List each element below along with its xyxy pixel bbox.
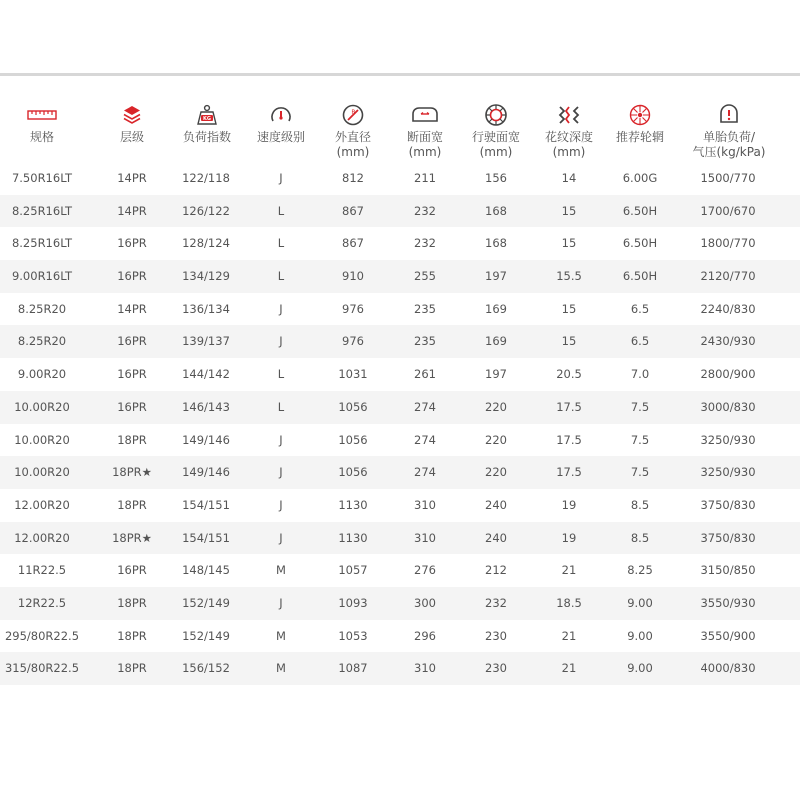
table-cell-spec: 9.00R16LT bbox=[11, 269, 73, 284]
table-cell-ply: 18PR bbox=[117, 628, 147, 643]
table-cell-spec: 7.50R16LT bbox=[11, 171, 73, 185]
table-cell-rim: 8.25 bbox=[627, 563, 653, 578]
table-row bbox=[0, 620, 800, 653]
table-row bbox=[0, 587, 800, 620]
table-cell-rim: 7.5 bbox=[630, 399, 650, 414]
table-cell-load-pressure: 2430/930 bbox=[700, 334, 756, 349]
table-cell-outer-diameter: 1053 bbox=[338, 628, 368, 643]
table-cell-rim: 9.00 bbox=[627, 661, 653, 676]
table-cell-load-pressure: 3750/830 bbox=[700, 497, 756, 512]
table-cell-tread-depth: 17.5 bbox=[556, 399, 582, 414]
table-cell-section-width: 274 bbox=[414, 399, 436, 414]
table-cell-section-width: 296 bbox=[414, 628, 436, 643]
table-cell-running-width: 169 bbox=[485, 301, 507, 316]
header-label: 单胎负荷/ bbox=[702, 130, 756, 144]
section-width-icon bbox=[410, 103, 440, 127]
table-cell-tread-depth: 14 bbox=[561, 171, 577, 185]
table-cell-load-pressure: 2240/830 bbox=[700, 301, 756, 316]
table-cell-tread-depth: 19 bbox=[561, 530, 577, 545]
table-cell-outer-diameter: 1056 bbox=[338, 399, 368, 414]
table-cell-tread-depth: 15.5 bbox=[556, 269, 582, 284]
header-clipped-next-column bbox=[790, 96, 800, 162]
table-cell-ply: 18PR★ bbox=[112, 530, 152, 545]
table-cell-load-index: 144/142 bbox=[182, 367, 230, 382]
table-cell-ply: 18PR bbox=[117, 432, 147, 447]
header-outer-diameter bbox=[330, 96, 376, 162]
table-cell-section-width: 232 bbox=[414, 203, 436, 218]
header-unit: (mm) bbox=[336, 145, 370, 159]
header-speed bbox=[252, 96, 310, 162]
top-divider bbox=[0, 73, 800, 76]
table-body bbox=[0, 162, 800, 685]
table-cell-spec: 10.00R20 bbox=[14, 432, 70, 447]
header-unit: (mm) bbox=[408, 145, 442, 159]
table-cell-section-width: 232 bbox=[414, 236, 436, 251]
table-row bbox=[0, 424, 800, 457]
table-cell-running-width: 240 bbox=[485, 497, 507, 512]
table-cell-tread-depth: 15 bbox=[561, 334, 577, 349]
table-cell-load-index: 134/129 bbox=[182, 269, 230, 284]
header-running-width bbox=[470, 96, 522, 162]
table-cell-running-width: 197 bbox=[485, 367, 507, 382]
table-row bbox=[0, 522, 800, 555]
table-cell-speed: M bbox=[276, 628, 286, 643]
table-cell-running-width: 232 bbox=[485, 595, 507, 610]
table-cell-rim: 6.5 bbox=[630, 334, 650, 349]
table-cell-tread-depth: 15 bbox=[561, 203, 577, 218]
table-cell-ply: 14PR bbox=[117, 301, 147, 316]
table-cell-spec: 8.25R20 bbox=[17, 334, 67, 349]
table-cell-spec: 11R22.5 bbox=[17, 563, 67, 578]
speedometer-icon bbox=[266, 103, 296, 127]
layers-icon bbox=[117, 103, 147, 127]
table-row bbox=[0, 358, 800, 391]
table-cell-spec: 12.00R20 bbox=[14, 497, 70, 512]
header-section-width bbox=[402, 96, 448, 162]
table-cell-section-width: 276 bbox=[414, 563, 436, 578]
table-cell-outer-diameter: 867 bbox=[342, 203, 364, 218]
table-cell-load-index: 136/134 bbox=[182, 301, 230, 316]
header-label: 花纹深度 bbox=[544, 130, 593, 144]
table-cell-speed: M bbox=[276, 661, 286, 676]
table-cell-speed: L bbox=[277, 367, 285, 382]
table-cell-ply: 16PR bbox=[117, 367, 147, 382]
table-cell-spec: 12.00R20 bbox=[14, 530, 70, 545]
table-cell-ply: 16PR bbox=[117, 563, 147, 578]
table-cell-tread-depth: 21 bbox=[561, 661, 577, 676]
table-cell-load-pressure: 3750/830 bbox=[700, 530, 756, 545]
table-cell-section-width: 261 bbox=[414, 367, 436, 382]
table-cell-outer-diameter: 1056 bbox=[338, 432, 368, 447]
ruler-icon bbox=[27, 103, 57, 127]
svg-text:R: R bbox=[351, 109, 356, 116]
table-cell-load-index: 154/151 bbox=[182, 497, 230, 512]
table-cell-tread-depth: 21 bbox=[561, 563, 577, 578]
header-label: 断面宽 bbox=[406, 130, 443, 144]
table-cell-tread-depth: 18.5 bbox=[556, 595, 582, 610]
table-cell-speed: L bbox=[277, 203, 285, 218]
table-row bbox=[0, 489, 800, 522]
clipped-icon bbox=[790, 103, 800, 127]
table-cell-spec: 315/80R22.5 bbox=[4, 661, 80, 676]
header-label: 规格 bbox=[29, 130, 54, 144]
table-cell-speed: J bbox=[279, 595, 283, 610]
table-cell-speed: J bbox=[279, 530, 283, 545]
table-cell-running-width: 197 bbox=[485, 269, 507, 284]
table-cell-running-width: 168 bbox=[485, 203, 507, 218]
table-cell-running-width: 156 bbox=[485, 171, 507, 185]
table-cell-load-index: 152/149 bbox=[182, 628, 230, 643]
table-cell-tread-depth: 20.5 bbox=[556, 367, 582, 382]
table-cell-speed: J bbox=[279, 432, 283, 447]
table-cell-rim: 7.5 bbox=[630, 432, 650, 447]
table-cell-running-width: 220 bbox=[485, 432, 507, 447]
table-cell-section-width: 235 bbox=[414, 334, 436, 349]
table-cell-load-index: 156/152 bbox=[182, 661, 230, 676]
table-row bbox=[0, 456, 800, 489]
table-cell-running-width: 230 bbox=[485, 628, 507, 643]
table-header bbox=[0, 96, 800, 162]
table-cell-speed: J bbox=[279, 334, 283, 349]
pattern-depth-icon bbox=[554, 103, 584, 127]
table-cell-load-index: 152/149 bbox=[182, 595, 230, 610]
table-cell-running-width: 168 bbox=[485, 236, 507, 251]
table-cell-running-width: 220 bbox=[485, 465, 507, 480]
header-load-index bbox=[178, 96, 236, 162]
table-cell-outer-diameter: 867 bbox=[342, 236, 364, 251]
table-cell-spec: 9.00R20 bbox=[17, 367, 67, 382]
header-label: 推荐轮辋 bbox=[615, 130, 664, 144]
table-cell-rim: 6.5 bbox=[630, 301, 650, 316]
table-cell-load-pressure: 3150/850 bbox=[700, 563, 756, 578]
table-cell-outer-diameter: 1031 bbox=[338, 367, 368, 382]
table-cell-speed: J bbox=[279, 171, 283, 185]
table-cell-spec: 12R22.5 bbox=[17, 595, 67, 610]
header-unit: (mm) bbox=[479, 145, 513, 159]
table-cell-load-pressure: 3000/830 bbox=[700, 399, 756, 414]
table-cell-load-pressure: 3250/930 bbox=[700, 432, 756, 447]
table-row bbox=[0, 293, 800, 326]
table-cell-load-pressure: 1800/770 bbox=[700, 236, 756, 251]
table-cell-load-index: 128/124 bbox=[182, 236, 230, 251]
table-cell-ply: 14PR bbox=[117, 171, 147, 185]
header-label: 外直径 bbox=[334, 130, 371, 144]
table-cell-spec: 8.25R16LT bbox=[11, 203, 73, 218]
table-cell-load-pressure: 1700/670 bbox=[700, 203, 756, 218]
diameter-icon bbox=[338, 103, 368, 127]
table-cell-section-width: 255 bbox=[414, 269, 436, 284]
table-cell-spec: 10.00R20 bbox=[14, 465, 70, 480]
table-cell-rim: 9.00 bbox=[627, 628, 653, 643]
table-row bbox=[0, 652, 800, 685]
table-cell-speed: J bbox=[279, 301, 283, 316]
table-cell-rim: 6.50H bbox=[622, 236, 658, 251]
table-cell-rim: 6.50H bbox=[622, 203, 658, 218]
table-cell-rim: 7.0 bbox=[630, 367, 650, 382]
table-cell-ply: 16PR bbox=[117, 236, 147, 251]
table-cell-tread-depth: 15 bbox=[561, 236, 577, 251]
table-cell-outer-diameter: 1130 bbox=[338, 497, 368, 512]
header-unit: (mm) bbox=[552, 145, 586, 159]
table-cell-speed: J bbox=[279, 465, 283, 480]
table-cell-rim: 8.5 bbox=[630, 530, 650, 545]
header-label: 速度级别 bbox=[256, 130, 305, 144]
table-cell-rim: 6.50H bbox=[622, 269, 658, 284]
table-row bbox=[0, 260, 800, 293]
table-cell-section-width: 310 bbox=[414, 661, 436, 676]
weight-kg-icon bbox=[192, 103, 222, 127]
table-cell-tread-depth: 17.5 bbox=[556, 465, 582, 480]
table-cell-rim: 9.00 bbox=[627, 595, 653, 610]
table-cell-ply: 14PR bbox=[117, 203, 147, 218]
table-cell-running-width: 240 bbox=[485, 530, 507, 545]
header-ply bbox=[108, 96, 156, 162]
table-cell-outer-diameter: 976 bbox=[342, 334, 364, 349]
table-cell-rim: 6.00G bbox=[622, 171, 658, 185]
table-row bbox=[0, 554, 800, 587]
table-cell-load-index: 149/146 bbox=[182, 432, 230, 447]
table-cell-speed: M bbox=[276, 563, 286, 578]
table-cell-ply: 18PR bbox=[117, 497, 147, 512]
table-cell-load-index: 148/145 bbox=[182, 563, 230, 578]
tire-spec-table bbox=[0, 96, 800, 685]
table-cell-section-width: 274 bbox=[414, 432, 436, 447]
header-rim bbox=[612, 96, 668, 162]
table-cell-spec: 295/80R22.5 bbox=[4, 628, 80, 643]
table-cell-section-width: 211 bbox=[414, 171, 436, 185]
table-cell-speed: L bbox=[277, 399, 285, 414]
table-cell-outer-diameter: 1087 bbox=[338, 661, 368, 676]
table-cell-rim: 7.5 bbox=[630, 465, 650, 480]
table-cell-ply: 16PR bbox=[117, 399, 147, 414]
table-cell-load-pressure: 2120/770 bbox=[700, 269, 756, 284]
header-tread-depth bbox=[541, 96, 597, 162]
table-cell-spec: 8.25R16LT bbox=[11, 236, 73, 251]
header-spec bbox=[12, 96, 72, 162]
table-cell-load-index: 126/122 bbox=[182, 203, 230, 218]
table-cell-tread-depth: 15 bbox=[561, 301, 577, 316]
header-label: 行驶面宽 bbox=[471, 130, 520, 144]
table-cell-load-pressure: 2800/900 bbox=[700, 367, 756, 382]
table-cell-tread-depth: 19 bbox=[561, 497, 577, 512]
table-cell-load-pressure: 4000/830 bbox=[700, 661, 756, 676]
table-cell-load-pressure: 3250/930 bbox=[700, 465, 756, 480]
table-cell-outer-diameter: 812 bbox=[342, 171, 364, 185]
table-row bbox=[0, 227, 800, 260]
table-cell-running-width: 220 bbox=[485, 399, 507, 414]
table-cell-spec: 10.00R20 bbox=[14, 399, 70, 414]
table-cell-section-width: 300 bbox=[414, 595, 436, 610]
table-cell-speed: L bbox=[277, 269, 285, 284]
table-cell-outer-diameter: 1093 bbox=[338, 595, 368, 610]
table-cell-ply: 18PR★ bbox=[112, 465, 152, 480]
tread-icon bbox=[481, 103, 511, 127]
table-cell-spec: 8.25R20 bbox=[17, 301, 67, 316]
table-cell-outer-diameter: 1057 bbox=[338, 563, 368, 578]
table-cell-section-width: 274 bbox=[414, 465, 436, 480]
svg-text:KG: KG bbox=[203, 116, 211, 122]
table-cell-load-index: 154/151 bbox=[182, 530, 230, 545]
table-cell-running-width: 212 bbox=[485, 563, 507, 578]
table-cell-outer-diameter: 1056 bbox=[338, 465, 368, 480]
table-cell-ply: 18PR bbox=[117, 661, 147, 676]
table-cell-speed: L bbox=[277, 236, 285, 251]
table-cell-ply: 16PR bbox=[117, 334, 147, 349]
table-cell-running-width: 169 bbox=[485, 334, 507, 349]
table-cell-load-pressure: 1500/770 bbox=[700, 171, 756, 185]
table-cell-outer-diameter: 910 bbox=[342, 269, 364, 284]
table-cell-ply: 16PR bbox=[117, 269, 147, 284]
table-cell-section-width: 310 bbox=[414, 497, 436, 512]
table-cell-rim: 8.5 bbox=[630, 497, 650, 512]
rim-icon bbox=[625, 103, 655, 127]
table-cell-load-index: 146/143 bbox=[182, 399, 230, 414]
table-row bbox=[0, 391, 800, 424]
table-cell-tread-depth: 21 bbox=[561, 628, 577, 643]
table-cell-load-pressure: 3550/930 bbox=[700, 595, 756, 610]
table-row bbox=[0, 325, 800, 358]
header-load-pressure bbox=[686, 96, 772, 162]
table-cell-running-width: 230 bbox=[485, 661, 507, 676]
header-unit: 气压(kg/kPa) bbox=[692, 145, 766, 159]
table-cell-tread-depth: 17.5 bbox=[556, 432, 582, 447]
table-cell-load-index: 122/118 bbox=[182, 171, 230, 185]
table-cell-outer-diameter: 976 bbox=[342, 301, 364, 316]
table-cell-section-width: 235 bbox=[414, 301, 436, 316]
table-cell-load-index: 139/137 bbox=[182, 334, 230, 349]
header-label: 负荷指数 bbox=[182, 130, 231, 144]
table-cell-outer-diameter: 1130 bbox=[338, 530, 368, 545]
warning-icon bbox=[714, 103, 744, 127]
table-cell-load-index: 149/146 bbox=[182, 465, 230, 480]
table-cell-load-pressure: 3550/900 bbox=[700, 628, 756, 643]
table-cell-ply: 18PR bbox=[117, 595, 147, 610]
table-cell-speed: J bbox=[279, 497, 283, 512]
table-row bbox=[0, 162, 800, 195]
table-row bbox=[0, 195, 800, 228]
table-cell-section-width: 310 bbox=[414, 530, 436, 545]
header-label: 层级 bbox=[119, 130, 144, 144]
